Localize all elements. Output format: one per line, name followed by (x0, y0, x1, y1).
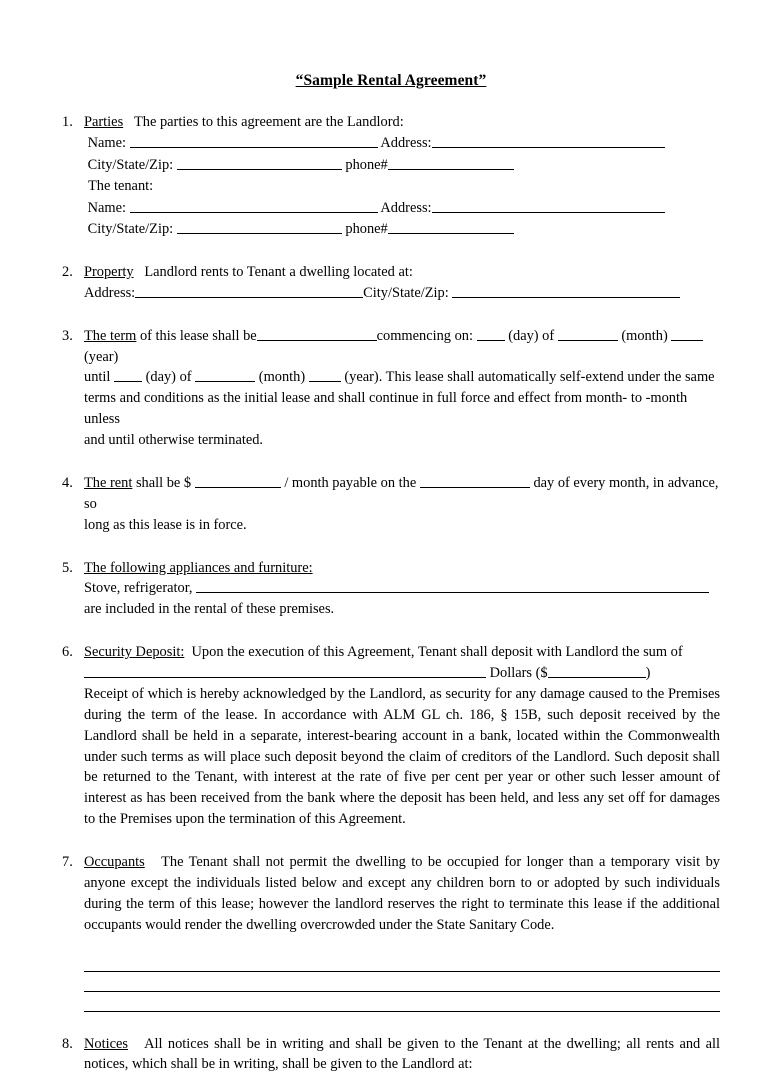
property-address-row (84, 283, 720, 303)
clause-appliances-text-1: Stove, refrigerator, (84, 580, 193, 596)
clause-number: 1. (62, 112, 84, 132)
landlord-address-label: Address: (380, 135, 431, 151)
term-end-day-input[interactable] (114, 368, 142, 383)
tenant-phone-label: phone# (345, 221, 387, 237)
rent-day-input[interactable] (420, 473, 530, 488)
clause-occupants-paragraph: The Tenant shall not permit the dwelling to be occupied for longer than a temporary visit by anyone except the individuals listed below and except any children born to or adopted by such individuals during the term of this lease; however the landlord reserves the right to terminate this lease if the additional occupants would render the dwelling overcrowded under the State Sanitary Code. (84, 854, 720, 933)
property-address-input[interactable] (135, 284, 363, 299)
occupant-input-line[interactable] (84, 972, 720, 992)
clause-rent-text-3: day of every month, in advance, so (84, 475, 718, 512)
term-end-year-input[interactable] (309, 368, 341, 383)
clause-rent-text-2: / month payable on the (284, 475, 416, 491)
clause-term-text-9: (year). This lease shall automatically self-extend under the same (344, 369, 714, 385)
landlord-name-input[interactable] (130, 134, 378, 149)
clause-number: 4. (62, 473, 84, 493)
property-city-input[interactable] (452, 284, 680, 299)
deposit-dollars-label: Dollars (490, 665, 532, 681)
clause-term-line3: terms and conditions as the initial lease and shall continue in full force and effect from month- to -month unless (84, 388, 720, 430)
landlord-city-row (84, 155, 720, 175)
term-start-month-input[interactable] (558, 326, 618, 341)
clause-number: 2. (62, 262, 84, 282)
clause-occupants (62, 852, 720, 1012)
clause-parties (62, 112, 720, 240)
term-start-year-input[interactable] (671, 326, 703, 341)
clause-term-line4: and until otherwise terminated. (84, 430, 720, 451)
clause-deposit-line1 (84, 642, 720, 663)
deposit-words-input[interactable] (84, 663, 486, 678)
tenant-city-input[interactable] (177, 220, 342, 235)
clause-deposit-amount-row (84, 663, 720, 684)
clause-occupants-body (84, 852, 720, 936)
appliances-input[interactable] (196, 579, 709, 594)
tenant-address-label: Address: (380, 200, 431, 216)
page-title: “Sample Rental Agreement” (62, 72, 720, 90)
clause-deposit-heading: Security Deposit: (84, 644, 184, 660)
deposit-dollars-close: ) (646, 665, 651, 681)
clause-appliances-line (84, 578, 720, 599)
clause-term-text-4: (month) (621, 328, 667, 344)
landlord-name-row (84, 133, 720, 153)
deposit-amount-input[interactable] (548, 663, 646, 678)
clause-deposit-paragraph: Receipt of which is hereby acknowledged by the Landlord, as security for any damage caused to the Premises during the term of the lease. In accordance with ALM GL ch. 186, § 15B, such deposit received by the Landlord shall be held in a separate, interest-bearing account in a bank, located within the Commonwealth under such terms as will place such deposit beyond the claim of creditors of the Landlord. Such deposit shall be returned to the Tenant, with interest at the rate of five per cent per year or other such lesser amount of interest as has been received from the bank where the deposit has been held, and less any set off for damages to the Premises upon the termination of this Agreement. (84, 684, 720, 830)
clause-rent-line1 (84, 473, 720, 515)
landlord-name-label: Name: (88, 135, 126, 151)
landlord-phone-input[interactable] (388, 155, 514, 170)
clause-term (62, 326, 720, 451)
clause-property-intro-text: Landlord rents to Tenant a dwelling located at: (144, 264, 412, 280)
deposit-dollars-sign: ($ (536, 665, 548, 681)
clause-term-text-2: commencing on: (377, 328, 473, 344)
clause-number: 3. (62, 326, 84, 346)
clause-term-text-5: (year) (84, 349, 118, 365)
clause-appliances-heading: The following appliances and furniture: (84, 558, 720, 579)
tenant-name-input[interactable] (130, 198, 378, 213)
occupant-input-line[interactable] (84, 952, 720, 972)
clause-term-text-1: of this lease shall be (140, 328, 257, 344)
tenant-city-row (84, 219, 720, 239)
clause-number: 7. (62, 852, 84, 872)
clause-term-text-6: until (84, 369, 110, 385)
clause-term-text-7: (day) of (146, 369, 192, 385)
clause-appliances (62, 558, 720, 621)
clause-notices (62, 1034, 720, 1075)
landlord-city-input[interactable] (177, 155, 342, 170)
tenant-address-input[interactable] (432, 198, 665, 213)
clause-term-line2 (84, 367, 720, 388)
clause-number: 5. (62, 558, 84, 578)
clause-number: 6. (62, 642, 84, 662)
clause-term-text-8: (month) (259, 369, 305, 385)
clause-number: 8. (62, 1034, 84, 1054)
clause-notices-paragraph: All notices shall be in writing and shall be given to the Tenant at the dwelling; all rents and all notices, which shall be in writing, shall be given to the Landlord at: (84, 1036, 720, 1073)
clause-term-heading: The term (84, 328, 136, 344)
clause-rent-heading: The rent (84, 475, 132, 491)
tenant-label: The tenant: (84, 176, 720, 196)
clause-parties-intro (84, 112, 720, 132)
property-city-label: City/State/Zip: (363, 285, 449, 301)
clause-property (62, 262, 720, 304)
occupant-input-line[interactable] (84, 992, 720, 1012)
clause-term-line1 (84, 326, 720, 368)
rent-amount-input[interactable] (195, 473, 281, 488)
clause-rent (62, 473, 720, 536)
clause-occupants-heading: Occupants (84, 854, 145, 870)
clause-property-heading: Property (84, 264, 134, 280)
tenant-city-label: City/State/Zip: (88, 221, 174, 237)
property-address-label: Address: (84, 285, 135, 301)
clause-parties-heading: Parties (84, 114, 123, 130)
occupants-blank-lines (84, 952, 720, 1012)
clause-parties-intro-text: The parties to this agreement are the Landlord: (134, 114, 404, 130)
tenant-name-label: Name: (88, 200, 126, 216)
clause-property-intro (84, 262, 720, 282)
clause-term-text-3: (day) of (508, 328, 554, 344)
term-start-day-input[interactable] (477, 326, 505, 341)
term-length-input[interactable] (257, 326, 377, 341)
clause-security-deposit (62, 642, 720, 830)
clause-appliances-text-2: are included in the rental of these premises. (84, 599, 720, 620)
clause-notices-body (84, 1034, 720, 1075)
tenant-name-row (84, 198, 720, 218)
tenant-phone-input[interactable] (388, 220, 514, 235)
clause-deposit-text-1: Upon the execution of this Agreement, Tenant shall deposit with Landlord the sum of (192, 644, 683, 660)
landlord-address-input[interactable] (432, 134, 665, 149)
term-end-month-input[interactable] (195, 368, 255, 383)
landlord-city-label: City/State/Zip: (88, 157, 174, 173)
landlord-phone-label: phone# (345, 157, 387, 173)
clause-rent-text-1: shall be $ (136, 475, 191, 491)
clause-notices-heading: Notices (84, 1036, 128, 1052)
clause-rent-line2: long as this lease is in force. (84, 515, 720, 536)
